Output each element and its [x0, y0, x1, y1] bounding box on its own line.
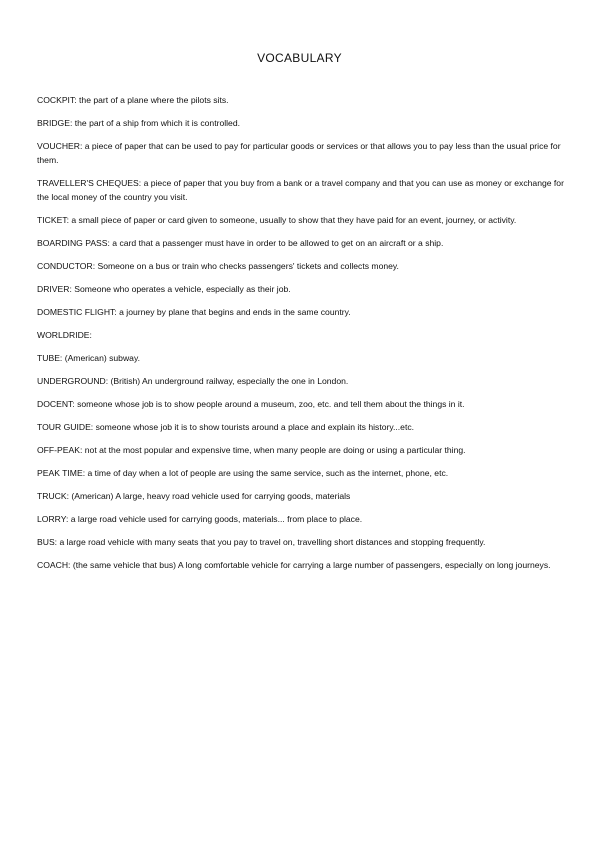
entry-tour-guide	[37, 420, 565, 434]
entry-definition: Someone who operates a vehicle, especially as their job.	[74, 284, 291, 294]
entry-definition: a small piece of paper or card given to someone, usually to show that they have paid for an event, journey, or activity.	[71, 215, 517, 225]
entry-definition: a piece of paper that you buy from a bank or a travel company and that you can use as money or exchange for the local money of the country you visit.	[37, 178, 564, 202]
page-title: VOCABULARY	[257, 51, 342, 65]
entry-ticket	[37, 213, 565, 227]
entry-docent	[37, 397, 565, 411]
entry-truck	[37, 489, 565, 503]
entry-definition: (American) A large, heavy road vehicle used for carrying goods, materials	[71, 491, 351, 501]
entry-tube	[37, 351, 565, 365]
entry-definition: the part of a plane where the pilots sits.	[79, 95, 229, 105]
entry-term: DOMESTIC FLIGHT:	[37, 307, 117, 317]
entry-peak-time	[37, 466, 565, 480]
entry-definition: the part of a ship from which it is controlled.	[74, 118, 241, 128]
entry-lorry	[37, 512, 565, 526]
entry-term: UNDERGROUND:	[37, 376, 109, 386]
entry-underground	[37, 374, 565, 388]
entry-bridge	[37, 116, 565, 130]
entry-definition: Someone on a bus or train who checks passengers' tickets and collects money.	[97, 261, 399, 271]
entry-definition: a piece of paper that can be used to pay for particular goods or services or that allows you to pay less than the usual price for them.	[37, 141, 561, 165]
entry-term: LORRY:	[37, 514, 69, 524]
entry-voucher	[37, 139, 565, 167]
entry-bus	[37, 535, 565, 549]
entry-definition: (American) subway.	[64, 353, 140, 363]
entry-term: PEAK TIME:	[37, 468, 86, 478]
entry-term: WORLDRIDE:	[37, 330, 92, 340]
entry-off-peak	[37, 443, 565, 457]
entry-cockpit	[37, 93, 565, 107]
entry-definition: a large road vehicle used for carrying goods, materials... from place to place.	[70, 514, 363, 524]
entry-definition: (British) An underground railway, especially the one in London.	[110, 376, 349, 386]
entry-driver	[37, 282, 565, 296]
entry-definition: someone whose job it is to show tourists around a place and explain its history...etc.	[95, 422, 415, 432]
entry-definition: (the same vehicle that bus) A long comfortable vehicle for carrying a large number of passengers, especially on long journeys.	[72, 560, 551, 570]
entry-conductor	[37, 259, 565, 273]
entry-term: TOUR GUIDE:	[37, 422, 94, 432]
entry-definition: not at the most popular and expensive time, when many people are doing or using a particular thing.	[84, 445, 466, 455]
entry-term: CONDUCTOR:	[37, 261, 96, 271]
entry-definition: a large road vehicle with many seats that you pay to travel on, travelling short distances and stopping frequently.	[59, 537, 486, 547]
entry-definition: a journey by plane that begins and ends in the same country.	[119, 307, 351, 317]
entry-travellers-cheques	[37, 176, 565, 204]
entry-coach	[37, 558, 565, 572]
entry-term: BUS:	[37, 537, 58, 547]
vocabulary-list	[37, 93, 565, 581]
entry-term: TICKET:	[37, 215, 69, 225]
entry-term: DOCENT:	[37, 399, 75, 409]
entry-definition: a time of day when a lot of people are using the same service, such as the internet, phone, etc.	[87, 468, 449, 478]
entry-boarding-pass	[37, 236, 565, 250]
entry-term: TUBE:	[37, 353, 63, 363]
entry-domestic-flight	[37, 305, 565, 319]
entry-term: OFF-PEAK:	[37, 445, 83, 455]
entry-term: COCKPIT:	[37, 95, 77, 105]
entry-term: COACH:	[37, 560, 71, 570]
entry-definition: someone whose job is to show people around a museum, zoo, etc. and tell them about the things in it.	[77, 399, 465, 409]
entry-term: VOUCHER:	[37, 141, 83, 151]
entry-definition: a card that a passenger must have in order to be allowed to get on an aircraft or a ship.	[112, 238, 444, 248]
entry-worldride	[37, 328, 565, 342]
entry-term: DRIVER:	[37, 284, 72, 294]
entry-term: TRAVELLER'S CHEQUES:	[37, 178, 142, 188]
entry-term: BOARDING PASS:	[37, 238, 110, 248]
entry-term: BRIDGE:	[37, 118, 73, 128]
entry-term: TRUCK:	[37, 491, 69, 501]
